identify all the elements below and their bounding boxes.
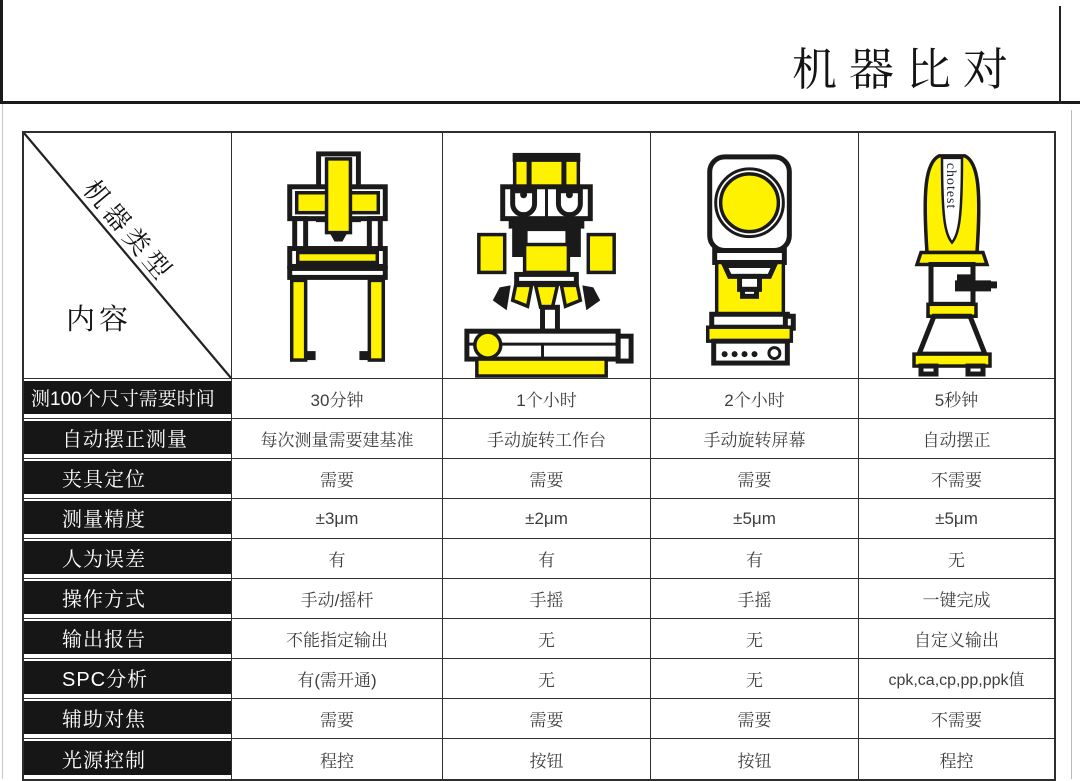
value-cell: 每次测量需要建基准: [232, 419, 443, 459]
value-cell: 自动摆正: [859, 419, 1054, 459]
right-top-border-line: [1059, 6, 1061, 104]
value-cell: 手摇: [443, 579, 651, 619]
profile-projector-icon: [651, 133, 858, 378]
row-label-cell: [24, 539, 232, 579]
value-cell: 需要: [651, 699, 859, 739]
machine-cell-3: [651, 133, 859, 379]
value-cell: 手动/摇杆: [232, 579, 443, 619]
row-label-cell: [24, 419, 232, 459]
value-cell: 30分钟: [232, 379, 443, 419]
row-label: 夹具定位: [24, 461, 231, 494]
row-label: SPC分析: [24, 661, 231, 694]
value-cell: 不需要: [859, 699, 1054, 739]
value-cell: 不能指定输出: [232, 619, 443, 659]
value-cell: 手摇: [651, 579, 859, 619]
row-label: 测量精度: [24, 501, 231, 534]
comparison-table: [22, 131, 1056, 781]
value-cell: 需要: [232, 459, 443, 499]
value-cell: cpk,ca,cp,pp,ppk值: [859, 659, 1054, 699]
value-cell: 5秒钟: [859, 379, 1054, 419]
value-cell: 手动旋转工作台: [443, 419, 651, 459]
value-cell: 1个小时: [443, 379, 651, 419]
gantry-cmm-machine-icon: [232, 133, 442, 378]
value-cell: 无: [859, 539, 1054, 579]
row-label-cell: [24, 459, 232, 499]
row-label-cell: [24, 579, 232, 619]
value-cell: ±5μm: [651, 499, 859, 539]
corner-machine-type-label: 机器类型: [77, 174, 180, 289]
row-label-cell: [24, 499, 232, 539]
value-cell: 需要: [443, 459, 651, 499]
value-cell: 需要: [232, 699, 443, 739]
value-cell: 无: [443, 659, 651, 699]
row-label: 输出报告: [24, 621, 231, 654]
value-cell: 程控: [939, 751, 974, 771]
row-label: 自动摆正测量: [24, 421, 231, 454]
value-cell: 按钮: [443, 739, 651, 779]
page-left-border: [2, 104, 3, 779]
value-cell: 无: [651, 619, 859, 659]
one-key-flash-measuring-machine-icon: [859, 133, 1054, 378]
value-cell: 不需要: [859, 459, 1054, 499]
value-cell: 有(需开通): [232, 659, 443, 699]
value-cell: 无: [651, 659, 859, 699]
value-cell: ±2μm: [443, 499, 651, 539]
value-cell: 无: [443, 619, 651, 659]
row-label-cell: [24, 699, 232, 739]
row-label-cell: [24, 739, 232, 779]
corner-content-label: 内容: [66, 304, 133, 336]
brand-text: chotest: [942, 162, 959, 210]
value-cell: 一键完成: [859, 579, 1054, 619]
value-cell: 按钮: [651, 739, 859, 779]
value-cell: 程控: [232, 739, 443, 779]
value-cell: 有: [443, 539, 651, 579]
page-right-border: [1071, 110, 1072, 779]
value-cell: 需要: [651, 459, 859, 499]
value-cell: 2个小时: [651, 379, 859, 419]
row-label: 操作方式: [24, 581, 231, 614]
value-cell: 自定义输出: [859, 619, 1054, 659]
row-label: 辅助对焦: [24, 701, 231, 734]
machine-cell-1: [232, 133, 443, 379]
row-label: 测100个尺寸需要时间: [24, 381, 231, 414]
machine-cell-4: [859, 133, 1054, 379]
value-cell: 有: [232, 539, 443, 579]
title-underline: [0, 101, 1080, 104]
corner-header-cell: [24, 133, 232, 379]
machine-cell-2: [443, 133, 651, 379]
row-label: 人为误差: [24, 541, 231, 574]
value-cell: 有: [651, 539, 859, 579]
value-cell: ±3μm: [232, 499, 443, 539]
row-label: 光源控制: [24, 741, 231, 775]
value-cell: ±5μm: [859, 499, 1054, 539]
left-top-border-line: [0, 0, 3, 101]
row-label-cell: [24, 379, 232, 419]
value-cell: 需要: [443, 699, 651, 739]
page-title: 机器比对: [791, 45, 1020, 95]
manual-video-measuring-machine-icon: [443, 133, 650, 378]
row-label-cell: [24, 659, 232, 699]
row-label-cell: [24, 619, 232, 659]
value-cell: 手动旋转屏幕: [651, 419, 859, 459]
